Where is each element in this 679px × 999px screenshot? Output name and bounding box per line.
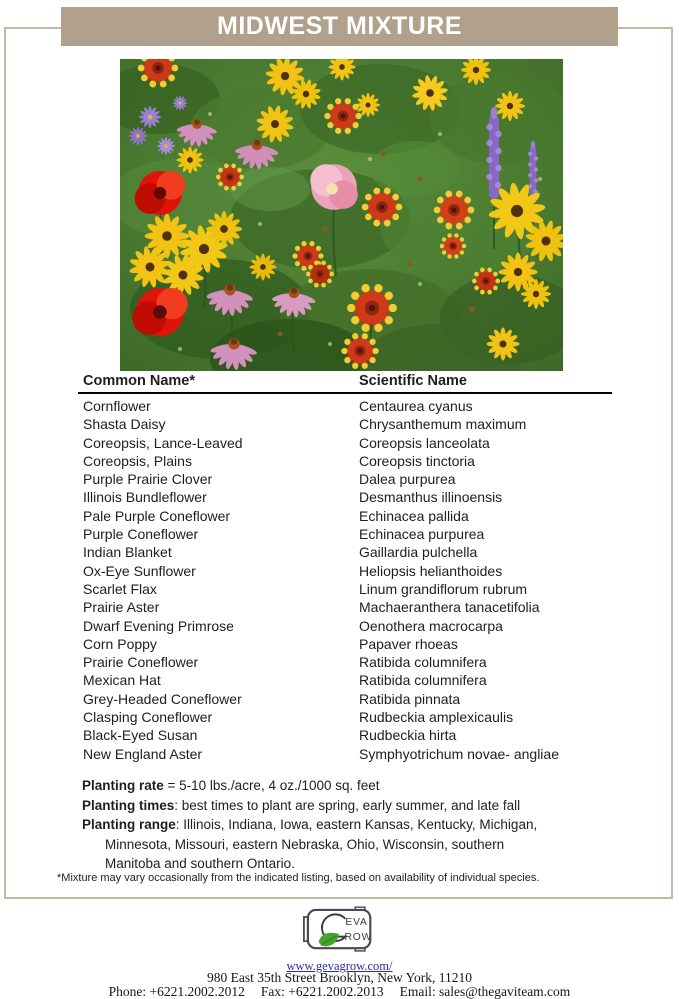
species-table [78,373,612,763]
scientific-name-cell: Echinacea pallida [359,507,469,524]
planting-range-continuation: Manitoba and southern Ontario. [105,856,295,871]
planting-rate-label: Planting rate [82,778,164,793]
scientific-name-cell: Heliopsis helianthoides [359,562,503,579]
common-name-cell: Coreopsis, Plains [83,452,192,469]
table-row [78,452,612,470]
table-row [78,434,612,452]
common-name-cell: Indian Blanket [83,544,172,561]
common-name-cell: Illinois Bundleflower [83,489,207,506]
common-name-cell: Purple Coneflower [83,526,199,543]
planting-rate-line [82,776,617,796]
table-row [78,488,612,506]
table-row [78,543,612,561]
table-header-row [78,373,612,394]
common-name-cell: Ox-Eye Sunflower [83,562,196,579]
table-row [78,507,612,525]
common-name-cell: New England Aster [83,745,203,762]
common-name-cell: Coreopsis, Lance-Leaved [83,434,243,451]
contact-line [0,984,679,999]
wildflower-meadow-photo [120,59,563,371]
common-name-cell: Prairie Coneflower [83,654,199,671]
species-table-body [78,394,612,763]
phone-text: Phone: +6221.2002.2012 [108,984,245,999]
column-header-scientific-name: Scientific Name [359,373,467,389]
common-name-cell: Grey-Headed Coneflower [83,690,242,707]
common-name-cell: Pale Purple Coneflower [83,507,231,524]
planting-times-line [82,796,617,816]
planting-times-value: : best times to plant are spring, early summer, and late fall [174,797,521,813]
table-row [78,580,612,598]
table-row [78,726,612,744]
table-row [78,708,612,726]
scientific-name-cell: Linum grandiflorum rubrum [359,580,528,597]
planting-rate-value: = 5-10 lbs./acre, 4 oz./1000 sq. feet [163,778,380,793]
planting-range-value: : Illinois, Indiana, Iowa, eastern Kansas, Kentucky, Michigan, [175,817,538,832]
scientific-name-cell: Rudbeckia amplexicaulis [359,709,514,726]
scientific-name-cell: Dalea purpurea [359,471,456,488]
table-row [78,470,612,488]
planting-info [82,776,617,874]
common-name-cell: Corn Poppy [83,635,157,652]
planting-times-label: Planting times [82,797,175,813]
scientific-name-cell: Oenothera macrocarpa [359,617,503,634]
common-name-cell: Clasping Coneflower [83,709,213,726]
table-row [78,415,612,433]
scientific-name-cell: Rudbeckia hirta [359,727,457,744]
fax-text: Fax: +6221.2002.2013 [260,984,384,999]
table-row [78,635,612,653]
scientific-name-cell: Gaillardia pulchella [359,544,478,561]
table-row [78,562,612,580]
scientific-name-cell: Ratibida columnifera [359,672,487,689]
email-text: Email: sales@thegaviteam.com [399,984,571,999]
table-row [78,653,612,671]
table-row [78,598,612,616]
scientific-name-cell: Desmanthus illinoensis [359,489,503,506]
scientific-name-cell: Machaeranthera tanacetifolia [359,599,540,616]
planting-range-line [82,815,617,835]
table-row [78,525,612,543]
address-line: 980 East 35th Street Brooklyn, New York, 11210 [207,970,472,985]
planting-range-continuation: Minnesota, Missouri, eastern Nebraska, Ohio, Wisconsin, southern [105,836,505,852]
table-row [78,397,612,415]
column-header-common-name: Common Name* [83,373,195,389]
scientific-name-cell: Echinacea purpurea [359,526,485,543]
scientific-name-cell: Ratibida pinnata [359,690,461,707]
common-name-cell: Prairie Aster [83,599,160,616]
common-name-cell: Purple Prairie Clover [83,471,213,488]
common-name-cell: Scarlet Flax [83,580,157,597]
scientific-name-cell: Chrysanthemum maximum [359,416,527,433]
common-name-cell: Shasta Daisy [83,416,166,433]
common-name-cell: Cornflower [83,398,151,414]
common-name-cell: Dwarf Evening Primrose [83,617,234,634]
page-title: MIDWEST MIXTURE [217,12,462,40]
scientific-name-cell: Ratibida columnifera [359,654,487,671]
table-row [78,690,612,708]
meadow-illustration [120,59,563,371]
mixture-footnote: *Mixture may vary occasionally from the indicated listing, based on availability of individual species. [57,872,540,884]
table-row [78,745,612,763]
table-row [78,617,612,635]
common-name-cell: Black-Eyed Susan [83,727,198,744]
header-bar [61,7,618,46]
scientific-name-cell: Centaurea cyanus [359,398,473,414]
logo-text-eva: EVA [344,917,368,929]
table-row [78,671,612,689]
planting-range-label: Planting range [82,817,176,832]
scientific-name-cell: Coreopsis tinctoria [359,452,475,469]
scientific-name-cell: Papaver rhoeas [359,635,458,652]
gevagrow-logo [299,906,381,958]
logo-text-row: ROW [343,932,372,944]
scientific-name-cell: Symphyotrichum novae- angliae [359,745,559,762]
scientific-name-cell: Coreopsis lanceolata [359,434,490,451]
website-link[interactable]: www.gevagrow.com/ [286,959,393,973]
common-name-cell: Mexican Hat [83,672,161,689]
